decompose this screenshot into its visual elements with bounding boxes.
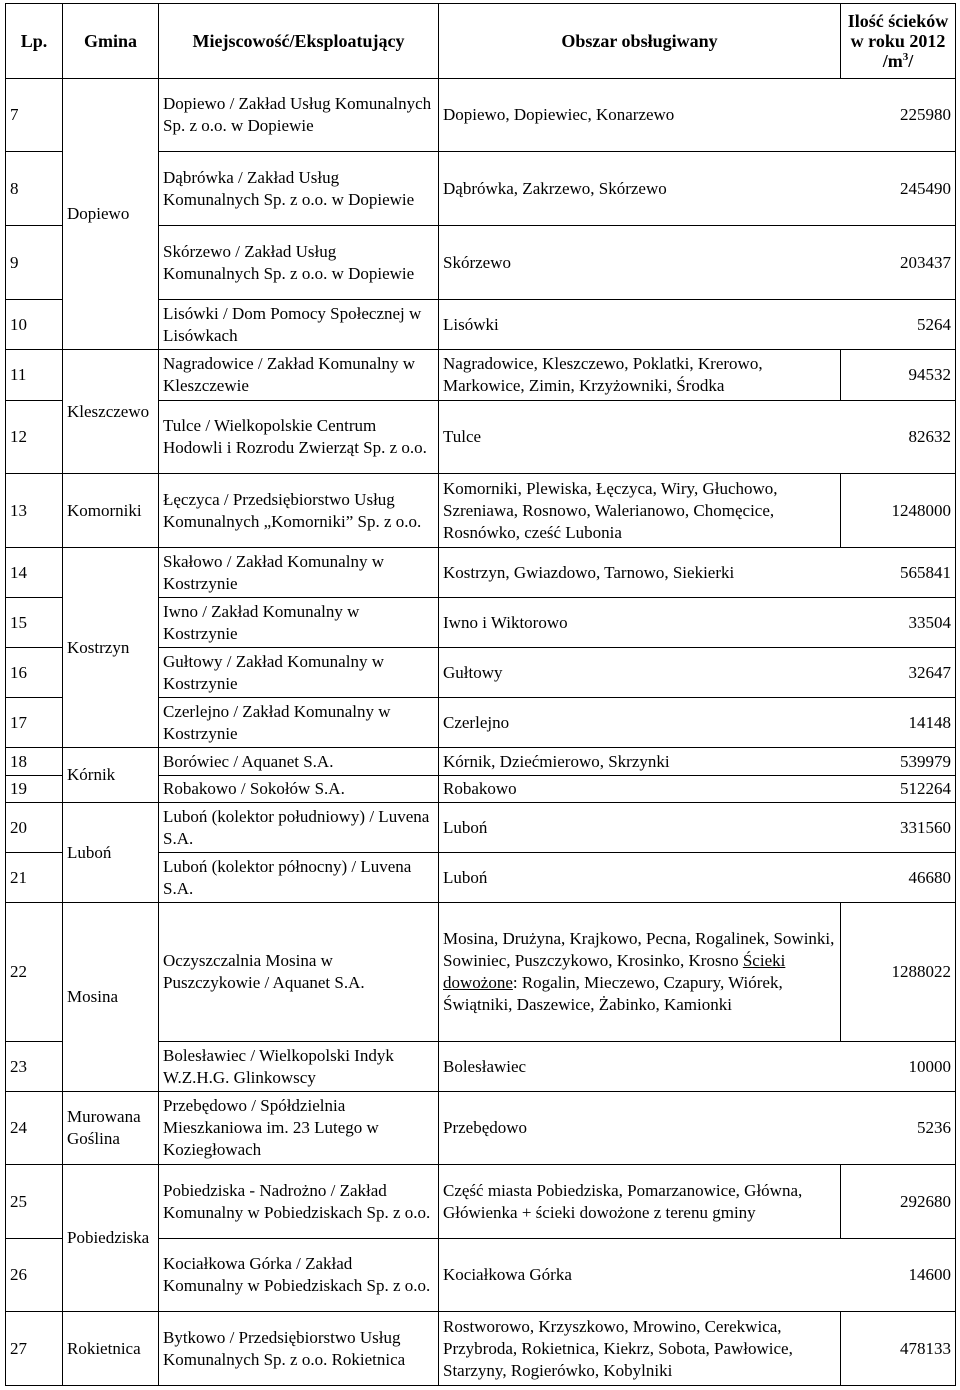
table-row [6, 1092, 956, 1165]
ilosc-value: 225980 [900, 105, 951, 124]
lp-cell: 26 [6, 1239, 63, 1312]
header-gmina: Gmina [63, 4, 159, 79]
table-row [6, 350, 956, 401]
header-lp: Lp. [6, 4, 63, 79]
ilosc-value: 5236 [917, 1118, 951, 1137]
miejscowosc-cell: Bolesławiec / Wielkopolski Indyk W.Z.H.G. Glinkowscy [159, 1042, 439, 1092]
miejscowosc-cell: Borówiec / Aquanet S.A. [159, 748, 439, 776]
gmina-cell-dopiewo: Dopiewo [63, 79, 159, 350]
miejscowosc-cell: Oczyszczalnia Mosina w Puszczykowie / Aquanet S.A. [159, 903, 439, 1042]
miejscowosc-cell: Gułtowy / Zakład Komunalny w Kostrzynie [159, 648, 439, 698]
obszar-ilosc-cell [439, 548, 956, 598]
header-ilosc-line3: $/m^3/$ [882, 51, 914, 71]
obszar-ilosc-cell [439, 1042, 956, 1092]
miejscowosc-cell: Luboń (kolektor południowy) / Luvena S.A. [159, 803, 439, 853]
table-row [6, 548, 956, 598]
lp-cell: 20 [6, 803, 63, 853]
ilosc-cell: 1288022 [841, 903, 956, 1042]
miejscowosc-cell: Skórzewo / Zakład Usług Komunalnych Sp. z o.o. w Dopiewie [159, 226, 439, 300]
obszar-cell: Rostworowo, Krzyszkowo, Mrowino, Cerekwica, Przybroda, Rokietnica, Kiekrz, Sobota, Pawłowice, Starzyny, Rogierówko, Kobylniki [439, 1312, 841, 1386]
obszar-cell: Nagradowice, Kleszczewo, Poklatki, Krerowo, Markowice, Zimin, Krzyżowniki, Środka [439, 350, 841, 401]
ilosc-value: 5264 [917, 314, 951, 334]
obszar-ilosc-cell [439, 1239, 956, 1312]
lp-cell: 8 [6, 152, 63, 226]
lp-cell: 11 [6, 350, 63, 401]
miejscowosc-cell: Skałowo / Zakład Komunalny w Kostrzynie [159, 548, 439, 598]
gmina-cell-mosina: Mosina [63, 903, 159, 1092]
obszar-ilosc-cell [439, 853, 956, 903]
lp-cell: 19 [6, 776, 63, 803]
lp-cell: 23 [6, 1042, 63, 1092]
lp-cell: 16 [6, 648, 63, 698]
obszar-text: Kórnik, Dziećmierowo, Skrzynki [443, 751, 670, 771]
gmina-cell-rokietnica: Rokietnica [63, 1312, 159, 1386]
lp-cell: 21 [6, 853, 63, 903]
gmina-cell-lubon: Luboń [63, 803, 159, 903]
lp-cell: 9 [6, 226, 63, 300]
lp-cell: 22 [6, 903, 63, 1042]
wastewater-table [5, 3, 956, 1386]
ilosc-cell: 1248000 [841, 474, 956, 548]
miejscowosc-cell: Luboń (kolektor północny) / Luvena S.A. [159, 853, 439, 903]
obszar-text: Luboń [443, 817, 488, 837]
table-row [6, 748, 956, 776]
header-row [6, 4, 956, 79]
table-row [6, 803, 956, 853]
miejscowosc-cell: Kociałkowa Górka / Zakład Komunalny w Pobiedziskach Sp. z o.o. [159, 1239, 439, 1312]
ilosc-value: 539979 [900, 751, 951, 771]
obszar-ilosc-cell [439, 598, 956, 648]
obszar-text: Dąbrówka, Zakrzewo, Skórzewo [443, 178, 667, 198]
ilosc-value: 14600 [908, 1265, 951, 1284]
ilosc-cell: 478133 [841, 1312, 956, 1386]
obszar-ilosc-cell [439, 152, 956, 226]
lp-cell: 25 [6, 1165, 63, 1239]
ilosc-value: 33504 [908, 612, 951, 632]
miejscowosc-cell: Robakowo / Sokołów S.A. [159, 776, 439, 803]
header-obszar: Obszar obsługiwany [439, 4, 841, 79]
miejscowosc-cell: Bytkowo / Przedsiębiorstwo Usług Komunalnych Sp. z o.o. Rokietnica [159, 1312, 439, 1386]
obszar-text: Lisówki [443, 314, 499, 334]
miejscowosc-cell: Lisówki / Dom Pomocy Społecznej w Lisówkach [159, 300, 439, 350]
obszar-text: Przebędowo [443, 1118, 528, 1137]
gmina-cell-kostrzyn: Kostrzyn [63, 548, 159, 748]
ilosc-value: 10000 [908, 1056, 951, 1076]
miejscowosc-cell: Iwno / Zakład Komunalny w Kostrzynie [159, 598, 439, 648]
obszar-text: Czerlejno [443, 712, 510, 732]
obszar-extra-text: : Rogalin, Mieczewo, Czapury, Wiórek, Świątniki, Daszewice, Żabinko, Kamionki [443, 973, 783, 1014]
obszar-ilosc-cell [439, 300, 956, 350]
miejscowosc-cell: Czerlejno / Zakład Komunalny w Kostrzynie [159, 698, 439, 748]
obszar-text: Mosina, Drużyna, Krajkowo, Pecna, Rogalinek, Sowinki, Sowiniec, Puszczykowo, Krosinko, Krosno [443, 929, 835, 970]
gmina-cell-kornik: Kórnik [63, 748, 159, 803]
gmina-cell-pobiedziska: Pobiedziska [63, 1165, 159, 1312]
obszar-ilosc-cell [439, 698, 956, 748]
obszar-ilosc-cell [439, 1092, 956, 1165]
obszar-text: Dopiewo, Dopiewiec, Konarzewo [443, 105, 675, 124]
gmina-cell-murowana-goslina: Murowana Goślina [63, 1092, 159, 1165]
obszar-text: Bolesławiec [443, 1056, 527, 1076]
ilosc-value: 565841 [900, 562, 951, 582]
obszar-ilosc-cell [439, 401, 956, 474]
gmina-cell-komorniki: Komorniki [63, 474, 159, 548]
miejscowosc-cell: Dąbrówka / Zakład Usług Komunalnych Sp. z o.o. w Dopiewie [159, 152, 439, 226]
obszar-text: Gułtowy [443, 662, 503, 682]
obszar-text: Iwno i Wiktorowo [443, 612, 568, 632]
obszar-text: Skórzewo [443, 252, 511, 272]
obszar-text: Kociałkowa Górka [443, 1265, 572, 1284]
header-ilosc-line1: Ilość ścieków [847, 11, 949, 31]
obszar-text: Kostrzyn, Gwiazdowo, Tarnowo, Siekierki [443, 562, 735, 582]
ilosc-value: 46680 [908, 867, 951, 887]
obszar-cell [439, 903, 841, 1042]
lp-cell: 10 [6, 300, 63, 350]
miejscowosc-cell: Tulce / Wielkopolskie Centrum Hodowli i Rozrodu Zwierząt Sp. z o.o. [159, 401, 439, 474]
ilosc-value: 331560 [900, 817, 951, 837]
miejscowosc-cell: Dopiewo / Zakład Usług Komunalnych Sp. z o.o. w Dopiewie [159, 79, 439, 152]
obszar-ilosc-cell [439, 648, 956, 698]
ilosc-value: 512264 [900, 779, 951, 798]
obszar-ilosc-cell [439, 79, 956, 152]
miejscowosc-cell: Pobiedziska - Nadrożno / Zakład Komunalny w Pobiedziskach Sp. z o.o. [159, 1165, 439, 1239]
ilosc-value: 14148 [908, 712, 951, 732]
obszar-ilosc-cell [439, 803, 956, 853]
obszar-text: Luboń [443, 867, 488, 887]
obszar-cell: Komorniki, Plewiska, Łęczyca, Wiry, Głuchowo, Szreniawa, Rosnowo, Walerianowo, Chomęcice, Rosnówko, cześć Lubonia [439, 474, 841, 548]
lp-cell: 15 [6, 598, 63, 648]
lp-cell: 24 [6, 1092, 63, 1165]
gmina-cell-kleszczewo: Kleszczewo [63, 350, 159, 474]
lp-cell: 17 [6, 698, 63, 748]
ilosc-value: 203437 [900, 252, 951, 272]
ilosc-value: 32647 [908, 662, 951, 682]
lp-cell: 27 [6, 1312, 63, 1386]
table-row [6, 903, 956, 1042]
ilosc-value: 245490 [900, 178, 951, 198]
obszar-ilosc-cell [439, 776, 956, 803]
table-row [6, 1312, 956, 1386]
ilosc-cell: 292680 [841, 1165, 956, 1239]
table-row [6, 79, 956, 152]
ilosc-cell: 94532 [841, 350, 956, 401]
obszar-cell: Część miasta Pobiedziska, Pomarzanowice, Główna, Główienka + ścieki dowożone z terenu gminy [439, 1165, 841, 1239]
miejscowosc-cell: Przebędowo / Spółdzielnia Mieszkaniowa im. 23 Lutego w Koziegłowach [159, 1092, 439, 1165]
lp-cell: 18 [6, 748, 63, 776]
lp-cell: 13 [6, 474, 63, 548]
obszar-ilosc-cell [439, 226, 956, 300]
obszar-underlined-text: Ścieki dowożone [443, 951, 786, 992]
header-ilosc-line2: w roku 2012 [850, 31, 946, 51]
ilosc-value: 82632 [908, 427, 951, 446]
header-ilosc [841, 4, 956, 79]
header-miejscowosc: Miejscowość/Eksploatujący [159, 4, 439, 79]
table-row [6, 474, 956, 548]
obszar-text: Robakowo [443, 779, 517, 798]
lp-cell: 7 [6, 79, 63, 152]
obszar-text: Tulce [443, 427, 482, 446]
lp-cell: 12 [6, 401, 63, 474]
obszar-ilosc-cell [439, 748, 956, 776]
miejscowosc-cell: Łęczyca / Przedsiębiorstwo Usług Komunalnych „Komorniki” Sp. z o.o. [159, 474, 439, 548]
miejscowosc-cell: Nagradowice / Zakład Komunalny w Kleszczewie [159, 350, 439, 401]
table-row [6, 1165, 956, 1239]
lp-cell: 14 [6, 548, 63, 598]
